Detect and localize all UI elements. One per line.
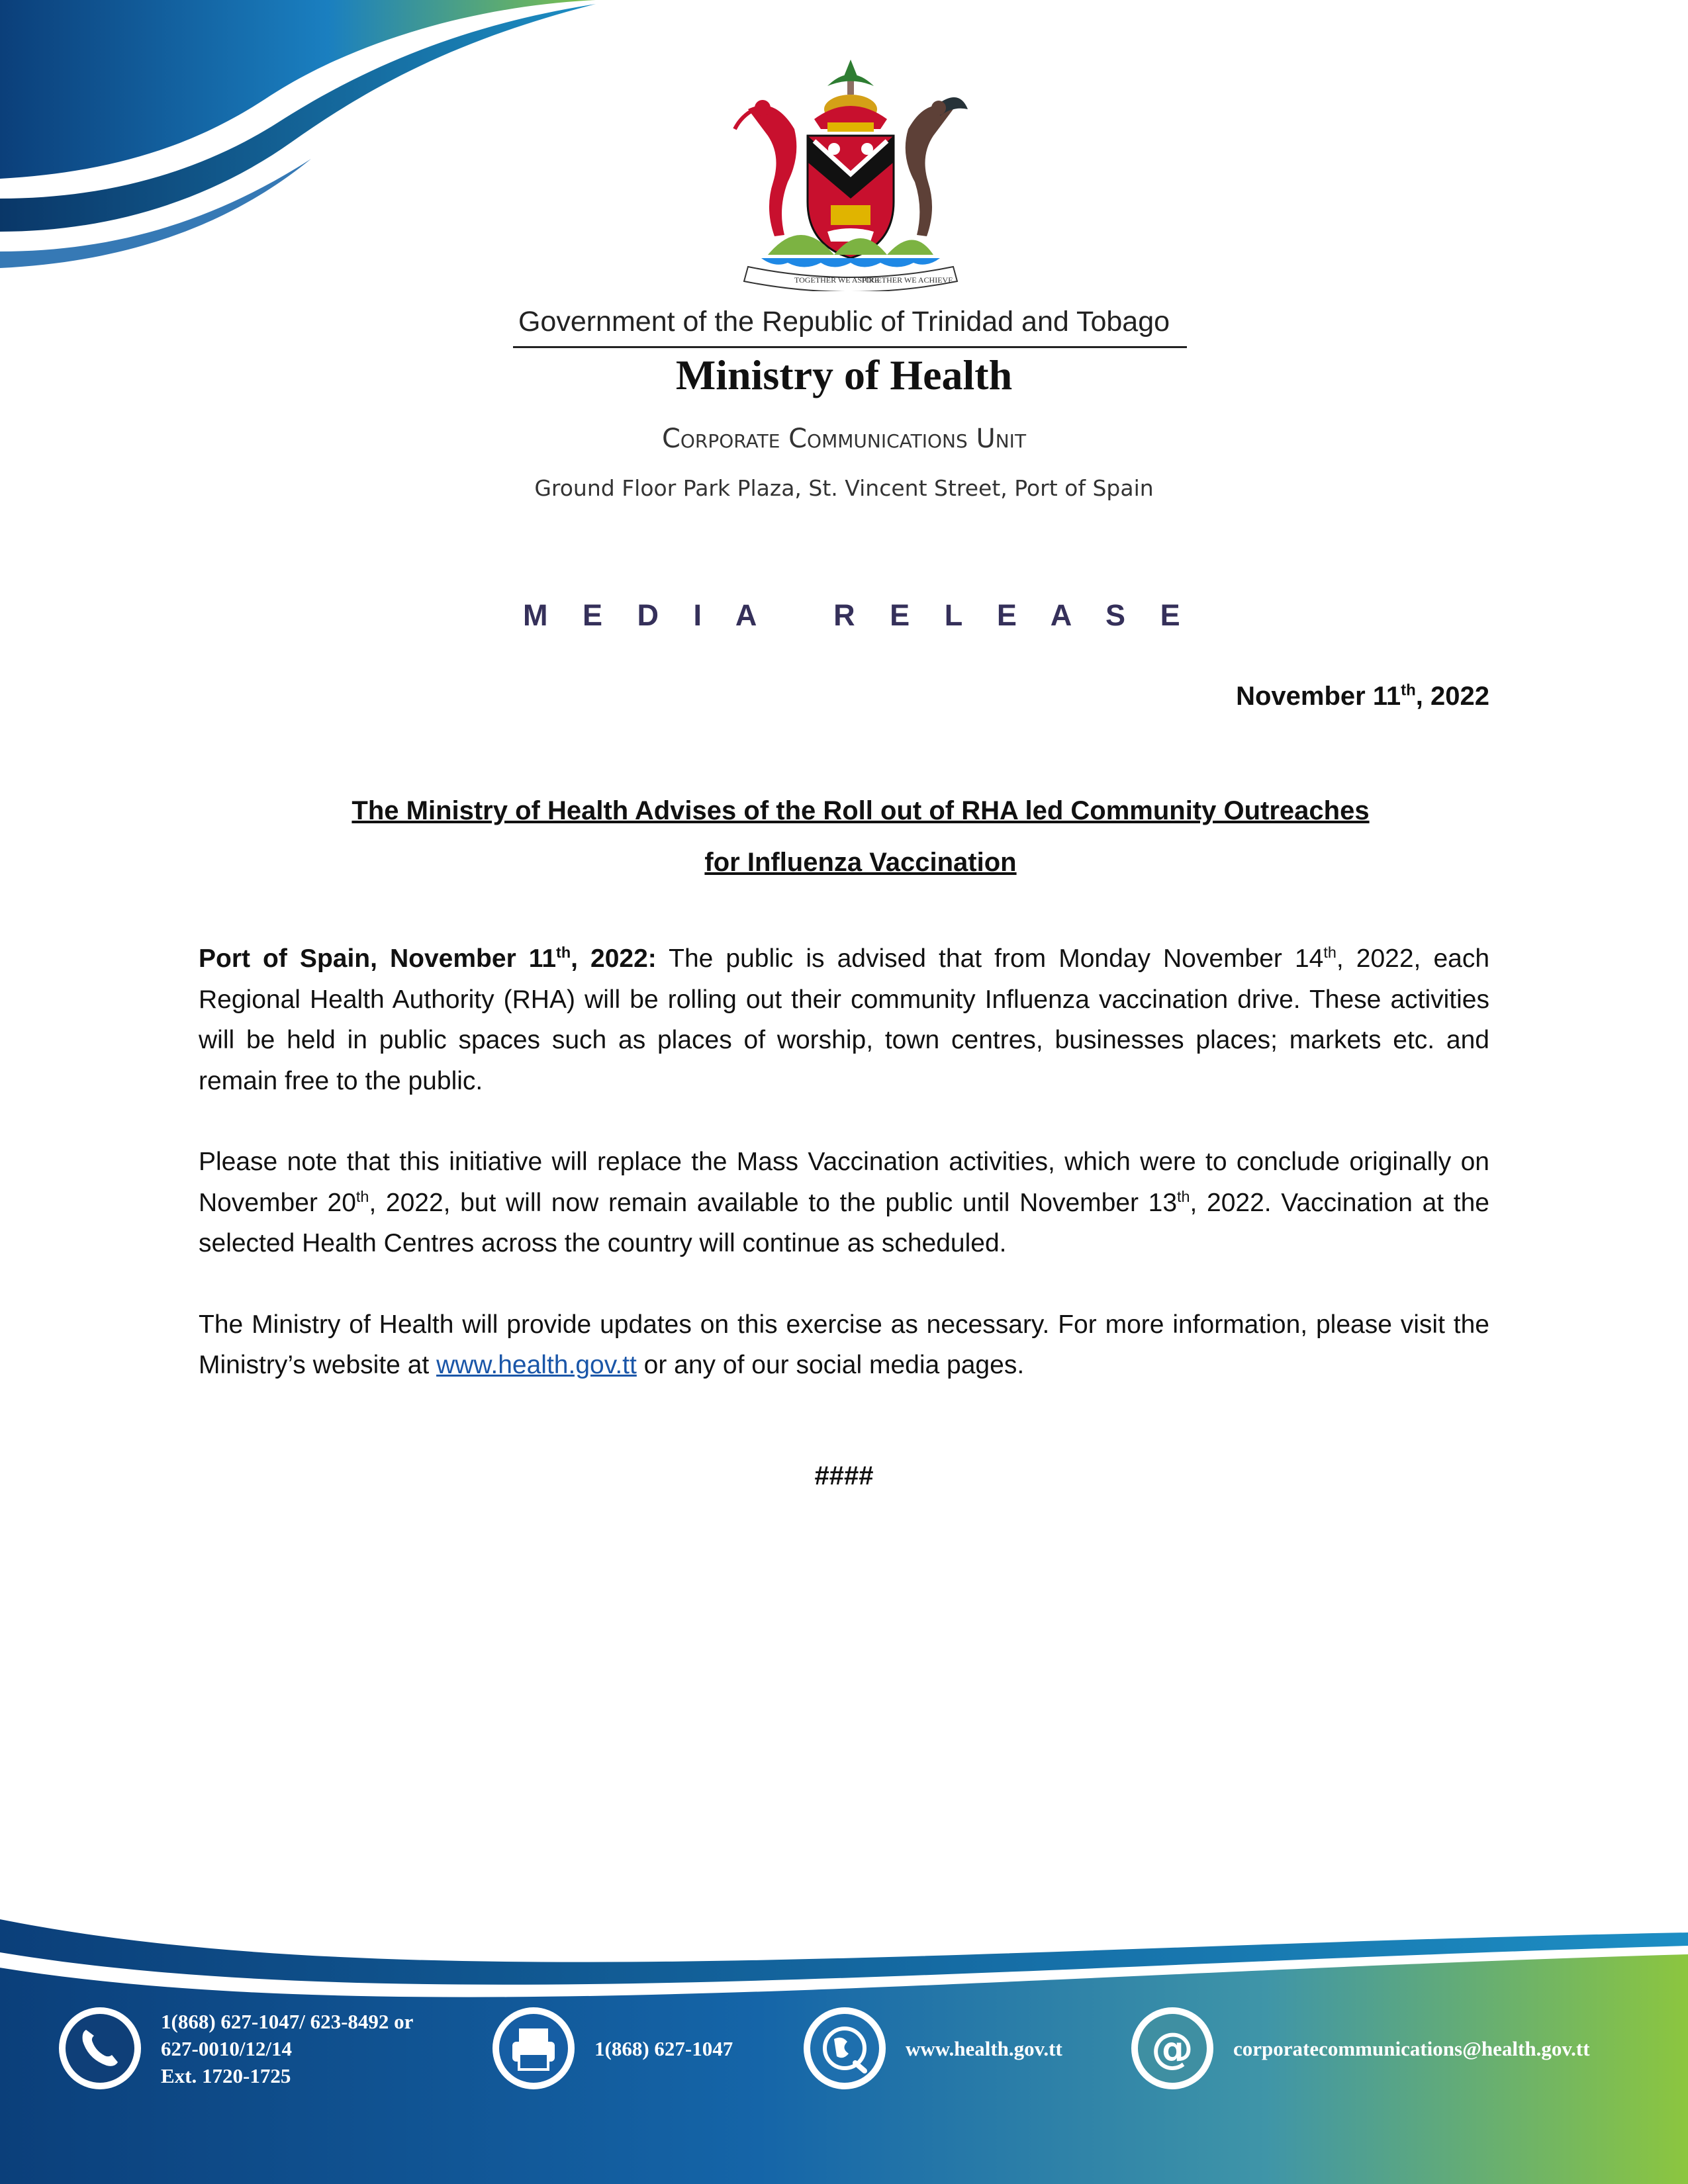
svg-text:@: @ [1151, 2025, 1194, 2073]
footer-contact-phone [56, 2002, 413, 2095]
footer-contact-email [1129, 2002, 1590, 2095]
coat-of-arms-emblem [722, 56, 980, 291]
phone-icon [56, 2005, 144, 2092]
coat-motto-right: TOGETHER WE ACHIEVE [861, 275, 953, 285]
release-date: November 11th, 2022 [1236, 681, 1489, 711]
media-release-label: M E D I A R E L E A S E [523, 598, 1194, 632]
headline-line-1: The Ministry of Health Advises of the Roll out of RHA led Community Outreaches [352, 796, 1370, 825]
release-headline [265, 785, 1456, 888]
release-body [199, 938, 1489, 1426]
coat-motto-left: TOGETHER WE ASPIRE [794, 275, 880, 285]
at-sign-icon [1129, 2005, 1216, 2092]
body-paragraph-3: The Ministry of Health will provide updates on this exercise as necessary. For more information, please visit the Ministry’s website at www.health.gov.tt or any of our social media pages. [199, 1310, 1489, 1379]
fax-icon [490, 2005, 577, 2092]
dateline-lead: Port of Spain, November 11th, 2022: [199, 944, 657, 973]
globe-icon [801, 2005, 888, 2092]
fax-number: 1(868) 627-1047 [594, 2036, 733, 2060]
email-address: corporatecommunications@health.gov.tt [1233, 2036, 1590, 2060]
body-paragraph-1: Port of Spain, November 11th, 2022: The public is advised that from Monday November 14th, 2022, each Regional Health Authority (RHA) will be rolling out their community Influenza vaccination drive. These activities will be held in public spaces such as places of worship, town centres, businesses places; markets etc. and remain free to the public. [199, 944, 1490, 1095]
footer-contact-fax [490, 2002, 733, 2095]
government-name: Government of the Republic of Trinidad and Tobago [518, 306, 1170, 338]
unit-name: Corporate Communications Unit [661, 424, 1027, 454]
website-link[interactable]: www.health.gov.tt [436, 1351, 637, 1379]
headline-line-2: for Influenza Vaccination [704, 848, 1017, 877]
ministry-name: Ministry of Health [675, 351, 1013, 398]
letterhead-rule [513, 346, 1187, 348]
phone-numbers: 1(868) 627-1047/ 623-8492 or 627-0010/12/14 Ext. 1720-1725 [161, 2009, 414, 2087]
website-address: www.health.gov.tt [906, 2036, 1062, 2060]
ministry-address: Ground Floor Park Plaza, St. Vincent Street, Port of Spain [534, 475, 1154, 501]
body-paragraph-2: Please note that this initiative will replace the Mass Vaccination activities, which were to conclude originally on November 20th, 2022, but will now remain available to the public until November 13th, 2022. Vaccination at the selected Health Centres across the country will continue as scheduled. [199, 1148, 1489, 1257]
end-mark: #### [814, 1461, 874, 1490]
footer-contact-web [801, 2002, 1062, 2095]
